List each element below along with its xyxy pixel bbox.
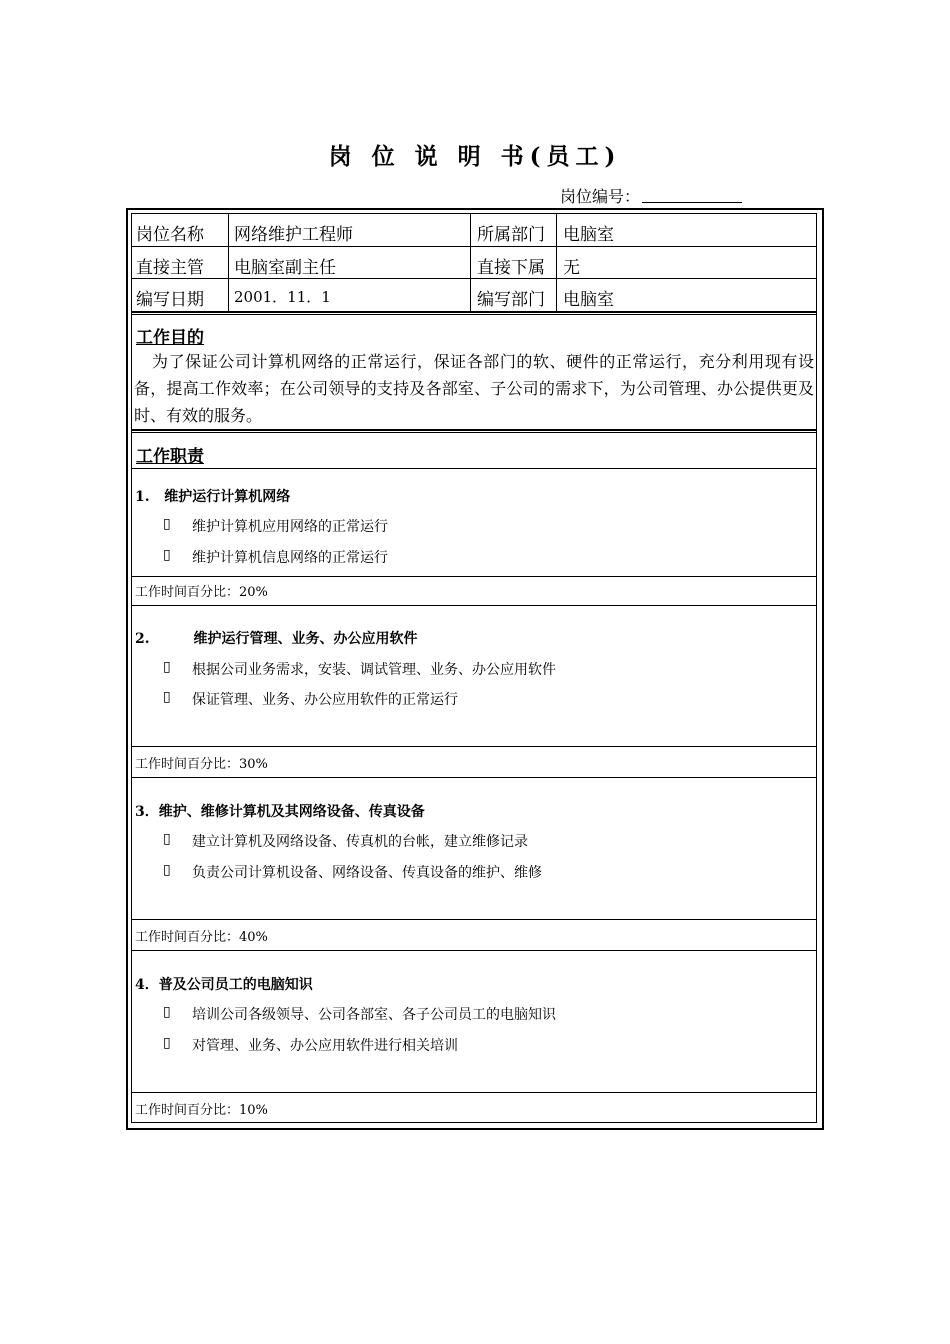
grid-line [132, 278, 816, 279]
duty-percentage: 工作时间百分比：20% [135, 585, 268, 600]
duty-item: 保证管理、业务、办公应用软件的正常运行 [192, 692, 458, 708]
label-position-name: 岗位名称 [136, 225, 204, 245]
grid-line [132, 246, 816, 247]
bullet-icon: ▯ [163, 659, 171, 675]
value-date: 2001．11．1 [234, 288, 331, 306]
grid-line [132, 468, 816, 469]
position-code [560, 184, 806, 207]
duty-heading: 3．维护、维修计算机及其网络设备、传真设备 [135, 804, 425, 820]
value-author-dept: 电脑室 [563, 290, 614, 310]
label-department: 所属部门 [477, 225, 545, 245]
label-supervisor: 直接主管 [136, 258, 204, 278]
grid-line [132, 746, 816, 747]
grid-line [132, 576, 816, 577]
duty-item: 对管理、业务、办公应用软件进行相关培训 [192, 1038, 458, 1054]
duty-item: 培训公司各级领导、公司各部室、各子公司员工的电脑知识 [192, 1007, 556, 1023]
duty-item: 维护计算机应用网络的正常运行 [192, 519, 388, 535]
duty-percentage: 工作时间百分比：30% [135, 757, 268, 772]
grid-line [556, 214, 557, 311]
bullet-icon: ▯ [163, 547, 171, 563]
duty-heading: 1. 维护运行计算机网络 [135, 489, 291, 505]
grid-line [132, 950, 816, 951]
double-rule [132, 429, 816, 433]
value-position-name: 网络维护工程师 [234, 225, 353, 245]
duty-item: 根据公司业务需求，安装、调试管理、业务、办公应用软件 [192, 662, 556, 678]
bullet-icon: ▯ [163, 516, 171, 532]
bullet-icon: ▯ [163, 862, 171, 878]
value-supervisor: 电脑室副主任 [234, 258, 336, 278]
grid-line [132, 919, 816, 920]
bullet-icon: ▯ [163, 1004, 171, 1020]
duties-heading: 工作职责 [136, 447, 204, 467]
duty-item: 建立计算机及网络设备、传真机的台帐，建立维修记录 [192, 834, 528, 850]
bullet-icon: ▯ [163, 689, 171, 705]
document-title: 岗 位 说 明 书(员工) [328, 143, 622, 170]
bullet-icon: ▯ [163, 1035, 171, 1051]
value-department: 电脑室 [563, 225, 614, 245]
duty-item: 负责公司计算机设备、网络设备、传真设备的维护、维修 [192, 865, 542, 881]
grid-line [132, 1092, 816, 1093]
duty-item: 维护计算机信息网络的正常运行 [192, 550, 388, 566]
label-date: 编写日期 [136, 290, 204, 310]
job-description-table [131, 213, 817, 1123]
purpose-heading: 工作目的 [136, 328, 204, 348]
position-code-blank [642, 188, 742, 203]
duty-heading: 4．普及公司员工的电脑知识 [135, 977, 313, 993]
double-rule [132, 311, 816, 315]
value-subordinate: 无 [563, 258, 580, 278]
grid-line [132, 777, 816, 778]
position-code-label: 岗位编号： [560, 187, 641, 206]
purpose-text: 为了保证公司计算机网络的正常运行，保证各部门的软、硬件的正常运行，充分利用现有设备，提高工作效率；在公司领导的支持及各部室、子公司的需求下，为公司管理、办公提供更及时、有效的服务。 [134, 352, 814, 425]
duty-heading: 2. 维护运行管理、业务、办公应用软件 [135, 631, 418, 647]
bullet-icon: ▯ [163, 831, 171, 847]
grid-line [228, 214, 229, 311]
label-subordinate: 直接下属 [477, 258, 545, 278]
grid-line [132, 605, 816, 606]
duty-percentage: 工作时间百分比：40% [135, 930, 268, 945]
label-author-dept: 编写部门 [477, 290, 545, 310]
duty-percentage: 工作时间百分比：10% [135, 1103, 268, 1118]
grid-line [470, 214, 471, 311]
